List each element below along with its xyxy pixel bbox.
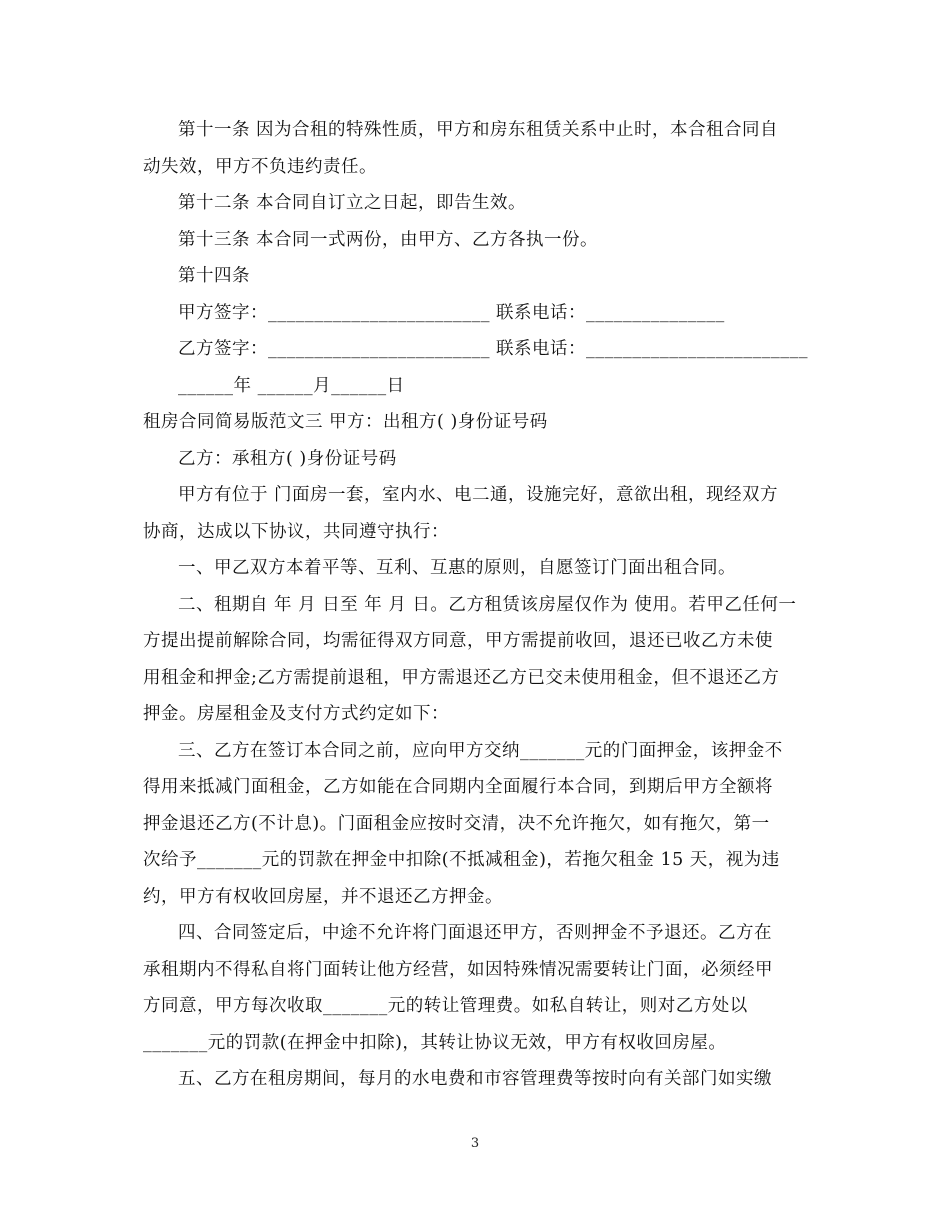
text-line: 第十二条 本合同自订立之日起，即告生效。 xyxy=(178,193,527,213)
text-line: 四、合同签定后，中途不允许将门面退还甲方，否则押金不予退还。乙方在 xyxy=(178,923,772,943)
text-line: 租房合同简易版范文三 甲方：出租方( )身份证号码 xyxy=(143,412,548,432)
text-line: 押金。房屋租金及支付方式约定如下： xyxy=(143,704,449,724)
text-line: 方提出提前解除合同，均需征得双方同意，甲方需提前收回，退还已收乙方未使 xyxy=(143,631,773,651)
text-line: 约，甲方有权收回房屋，并不退还乙方押金。 xyxy=(143,886,503,907)
text-line: 协商，达成以下协议，共同遵守执行： xyxy=(143,521,449,542)
text-line: 押金退还乙方(不计息)。门面租金应按时交清，决不允许拖欠，如有拖欠，第一 xyxy=(143,813,770,834)
text-line: 承租期内不得私自将门面转让他方经营，如因特殊情况需要转让门面，必须经甲 xyxy=(143,959,773,980)
text-line: 乙方：承租方( )身份证号码 xyxy=(178,448,397,469)
text-line: 次给予_______元的罚款在押金中扣除(不抵减租金)，若拖欠租金 15 天，视为违 xyxy=(143,850,780,870)
text-line: 第十一条 因为合租的特殊性质，甲方和房东租赁关系中止时，本合租合同自 xyxy=(178,120,779,140)
text-line: ______年 ______月______日 xyxy=(178,375,405,396)
page-number: 3 xyxy=(470,1136,480,1151)
text-line: 得用来抵减门面租金，乙方如能在合同期内全面履行本合同，到期后甲方全额将 xyxy=(143,777,773,797)
text-line: 用租金和押金;乙方需提前退租，甲方需退还乙方已交未使用租金，但不退还乙方 xyxy=(143,667,780,688)
text-line: 五、乙方在租房期间，每月的水电费和市容管理费等按时向有关部门如实缴 xyxy=(178,1069,772,1089)
text-line: 动失效，甲方不负违约责任。 xyxy=(143,156,377,177)
text-line: 三、乙方在签订本合同之前，应向甲方交纳_______元的门面押金，该押金不 xyxy=(178,740,783,761)
text-line: _______元的罚款(在押金中扣除)，其转让协议无效，甲方有权收回房屋。 xyxy=(143,1032,727,1053)
document-body xyxy=(143,112,809,1098)
text-line: 乙方签字：________________________ 联系电话：________________________ xyxy=(178,339,809,359)
text-line: 第十三条 本合同一式两份，由甲方、乙方各执一份。 xyxy=(178,229,599,250)
text-line: 二、租期自 年 月 日至 年 月 日。乙方租赁该房屋仅作为 使用。若甲乙任何一 xyxy=(178,594,797,615)
text-line: 一、甲乙双方本着平等、互利、互惠的原则，自愿签订门面出租合同。 xyxy=(178,558,736,578)
text-line: 甲方有位于 门面房一套，室内水、电二通，设施完好，意欲出租，现经双方 xyxy=(178,485,779,505)
text-line: 第十四条 xyxy=(178,266,250,286)
text-line: 甲方签字：________________________ 联系电话：_______________ xyxy=(178,302,725,323)
text-line: 方同意，甲方每次收取_______元的转让管理费。如私自转让，则对乙方处以 xyxy=(143,996,748,1016)
